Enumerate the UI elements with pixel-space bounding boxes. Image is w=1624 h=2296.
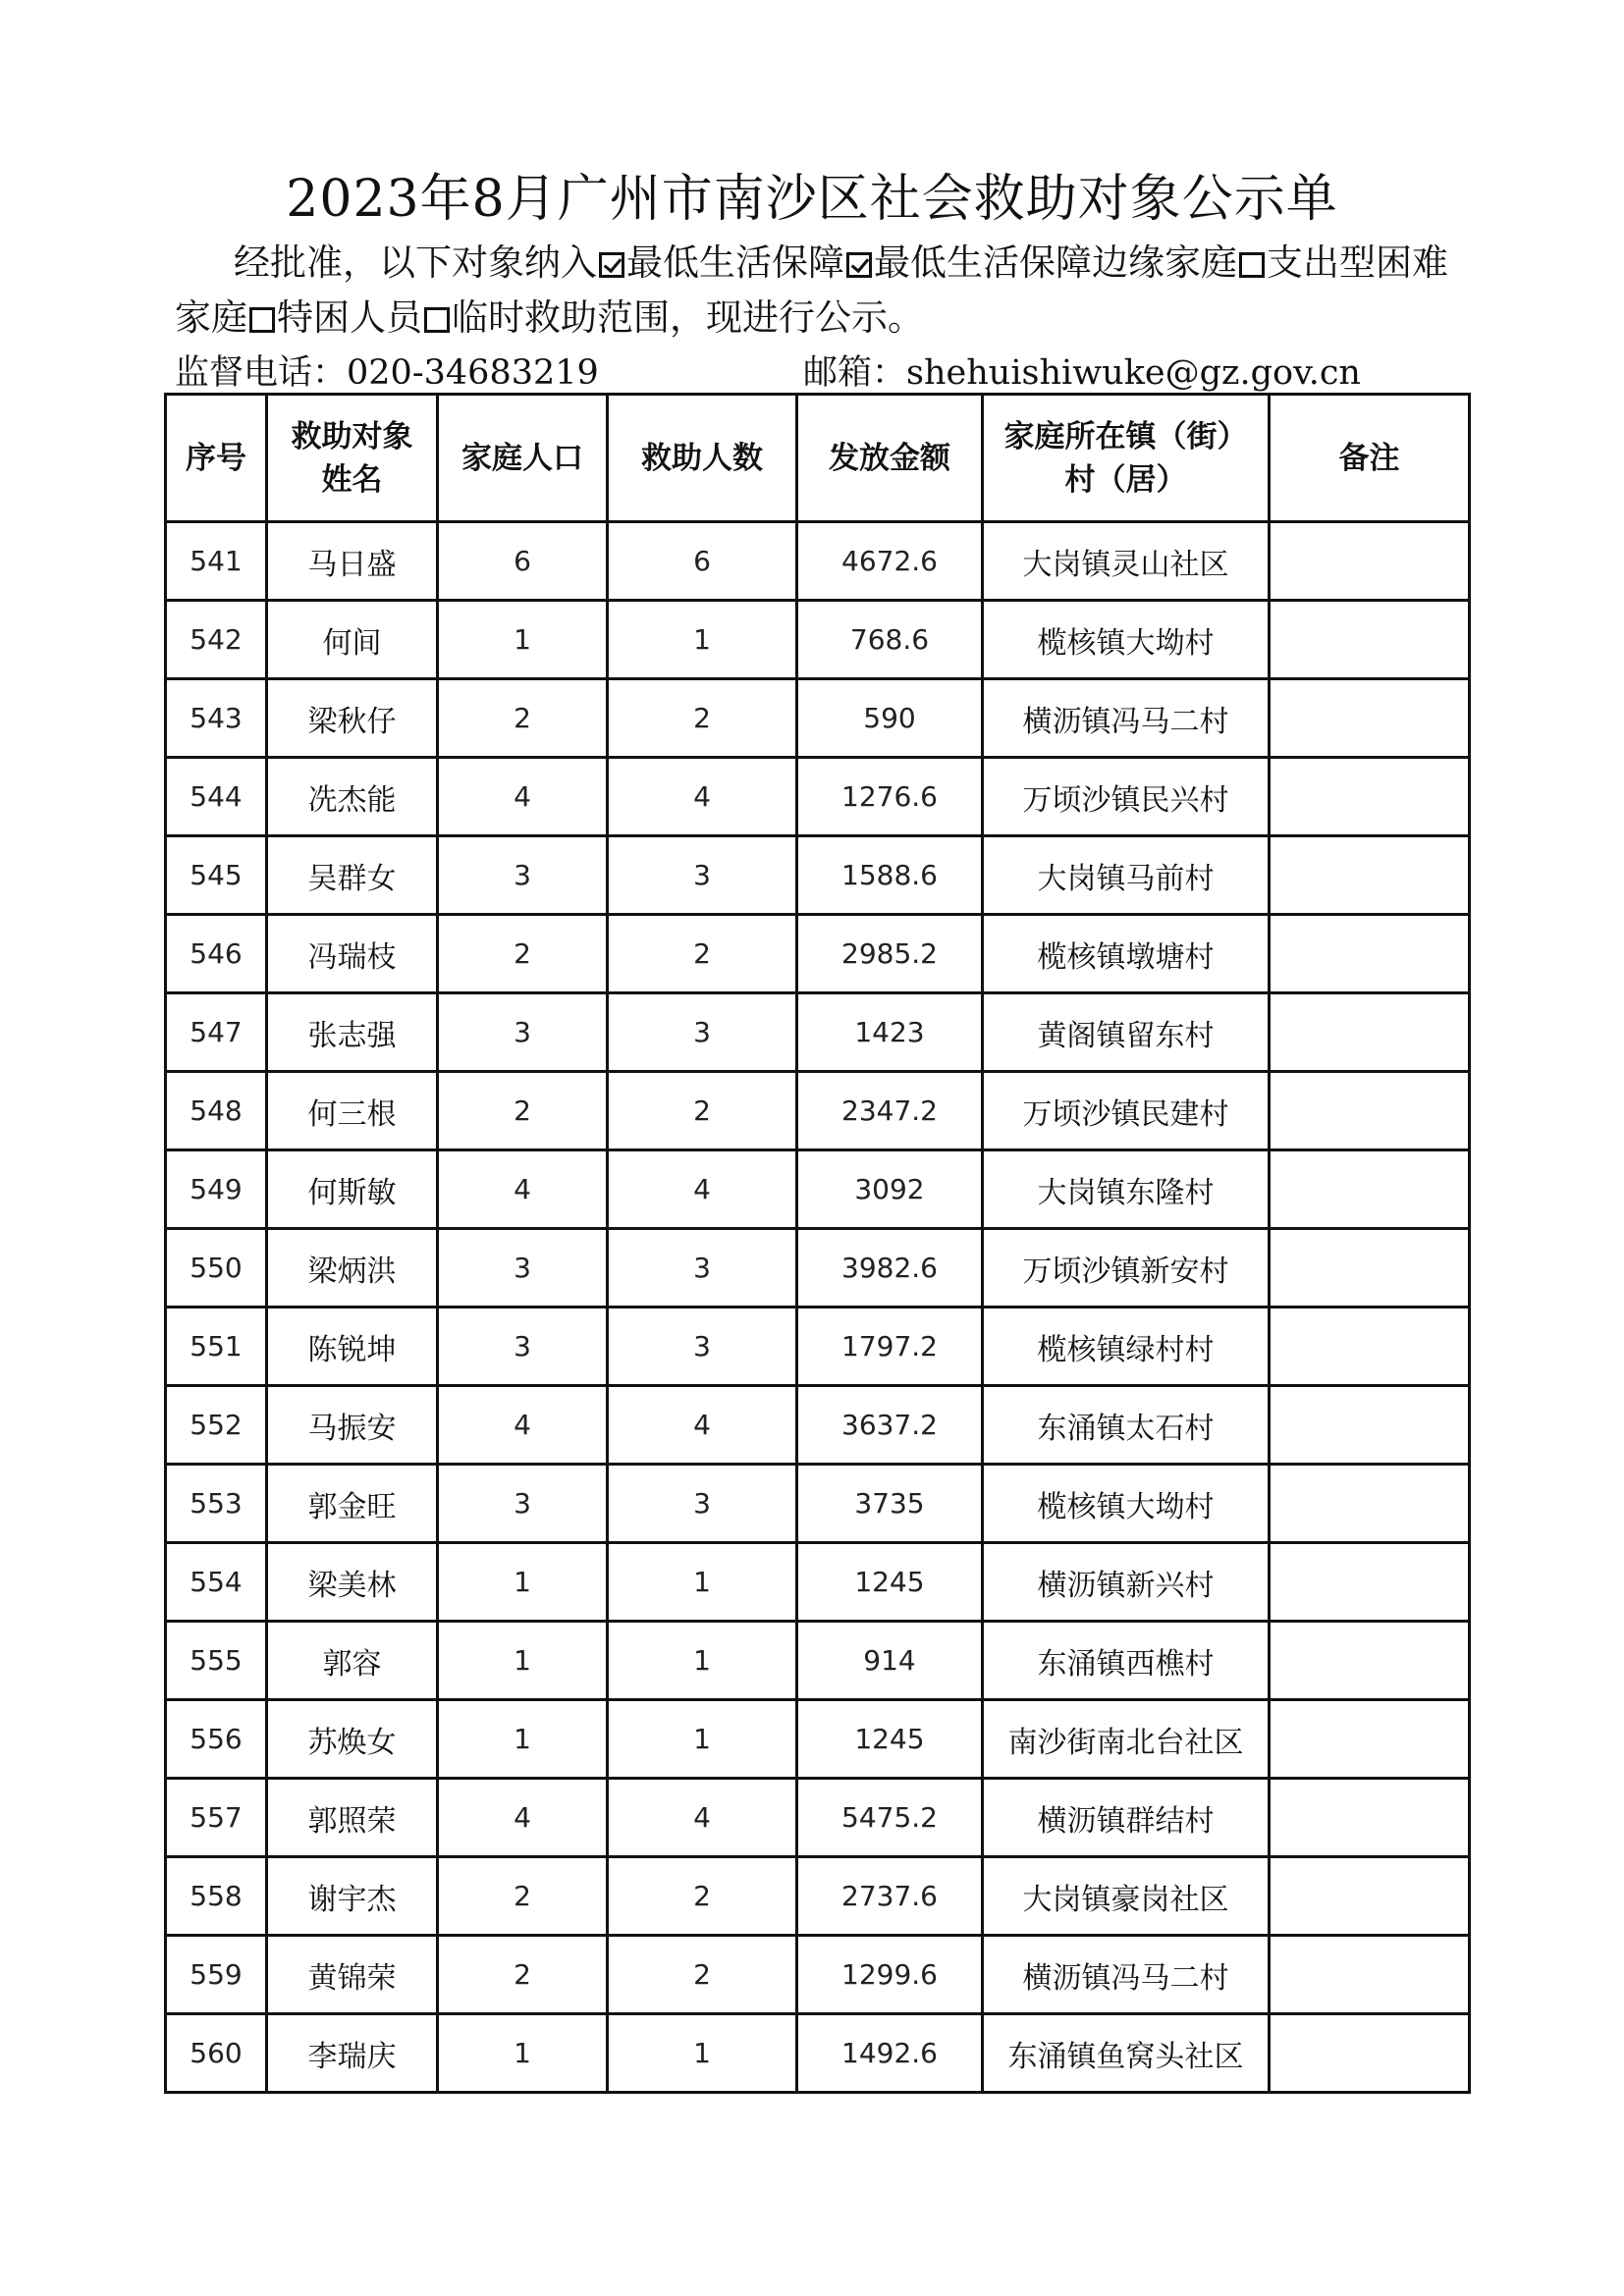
- cell-aid-count: 2: [608, 1072, 797, 1150]
- cell-location: 东涌镇西樵村: [983, 1622, 1270, 1700]
- cell-remarks: [1270, 1543, 1470, 1622]
- cell-name: 张志强: [267, 993, 438, 1072]
- cell-remarks: [1270, 1936, 1470, 2014]
- cell-amount: 1492.6: [797, 2014, 983, 2093]
- cell-name: 李瑞庆: [267, 2014, 438, 2093]
- cell-serial: 550: [166, 1229, 267, 1308]
- cell-name: 何三根: [267, 1072, 438, 1150]
- cell-remarks: [1270, 758, 1470, 836]
- col-header-amount: 发放金额: [797, 395, 983, 522]
- table-body: [166, 522, 1470, 2093]
- cell-aid-count: 1: [608, 601, 797, 679]
- cell-remarks: [1270, 1150, 1470, 1229]
- cell-amount: 4672.6: [797, 522, 983, 601]
- cell-name: 梁炳洪: [267, 1229, 438, 1308]
- cell-location: 万顷沙镇民建村: [983, 1072, 1270, 1150]
- cell-amount: 1276.6: [797, 758, 983, 836]
- cell-serial: 549: [166, 1150, 267, 1229]
- cell-remarks: [1270, 1308, 1470, 1386]
- table-row: [166, 993, 1470, 1072]
- contact-line: [175, 346, 1481, 395]
- cell-amount: 1423: [797, 993, 983, 1072]
- cell-remarks: [1270, 601, 1470, 679]
- cell-serial: 547: [166, 993, 267, 1072]
- cell-aid-count: 2: [608, 1936, 797, 2014]
- cell-location: 榄核镇大坳村: [983, 601, 1270, 679]
- cell-location: 大岗镇灵山社区: [983, 522, 1270, 601]
- intro-lead: 经批准，以下对象纳入: [234, 241, 597, 284]
- cell-serial: 545: [166, 836, 267, 915]
- cell-name: 冯瑞枝: [267, 915, 438, 993]
- cell-aid-count: 4: [608, 1386, 797, 1465]
- cell-location: 横沥镇冯马二村: [983, 679, 1270, 758]
- table-row: [166, 1308, 1470, 1386]
- cell-amount: 768.6: [797, 601, 983, 679]
- option-4: 临时救助: [422, 296, 597, 339]
- cell-serial: 553: [166, 1465, 267, 1543]
- cell-remarks: [1270, 993, 1470, 1072]
- table-row: [166, 1150, 1470, 1229]
- cell-location: 东涌镇太石村: [983, 1386, 1270, 1465]
- cell-household-size: 4: [438, 1150, 608, 1229]
- cell-household-size: 4: [438, 1779, 608, 1857]
- cell-household-size: 2: [438, 1936, 608, 2014]
- cell-household-size: 6: [438, 522, 608, 601]
- cell-household-size: 3: [438, 836, 608, 915]
- cell-amount: 1299.6: [797, 1936, 983, 2014]
- phone-label: 监督电话：: [175, 353, 348, 393]
- cell-aid-count: 3: [608, 1465, 797, 1543]
- cell-household-size: 2: [438, 915, 608, 993]
- cell-remarks: [1270, 1465, 1470, 1543]
- checkbox-unchecked-icon: [1239, 252, 1265, 278]
- table-row: [166, 1386, 1470, 1465]
- cell-location: 大岗镇东隆村: [983, 1150, 1270, 1229]
- cell-amount: 590: [797, 679, 983, 758]
- cell-location: 黄阁镇留东村: [983, 993, 1270, 1072]
- cell-remarks: [1270, 1229, 1470, 1308]
- cell-household-size: 3: [438, 1465, 608, 1543]
- email-address: shehuishiwuke@gz.gov.cn: [906, 353, 1361, 393]
- cell-serial: 557: [166, 1779, 267, 1857]
- cell-name: 冼杰能: [267, 758, 438, 836]
- cell-aid-count: 3: [608, 1229, 797, 1308]
- cell-household-size: 3: [438, 993, 608, 1072]
- cell-amount: 1245: [797, 1700, 983, 1779]
- cell-serial: 555: [166, 1622, 267, 1700]
- cell-location: 榄核镇绿村村: [983, 1308, 1270, 1386]
- cell-serial: 554: [166, 1543, 267, 1622]
- cell-name: 吴群女: [267, 836, 438, 915]
- cell-serial: 548: [166, 1072, 267, 1150]
- cell-amount: 3982.6: [797, 1229, 983, 1308]
- table-row: [166, 1622, 1470, 1700]
- cell-name: 黄锦荣: [267, 1936, 438, 2014]
- cell-amount: 2347.2: [797, 1072, 983, 1150]
- cell-household-size: 1: [438, 1543, 608, 1622]
- col-header-name: 救助对象 姓名: [267, 395, 438, 522]
- col-header-location: 家庭所在镇（街） 村（居）: [983, 395, 1270, 522]
- table-row: [166, 601, 1470, 679]
- table-row: [166, 522, 1470, 601]
- col-header-serial: 序号: [166, 395, 267, 522]
- cell-household-size: 2: [438, 1857, 608, 1936]
- cell-household-size: 1: [438, 601, 608, 679]
- cell-serial: 542: [166, 601, 267, 679]
- cell-name: 郭容: [267, 1622, 438, 1700]
- cell-aid-count: 1: [608, 1543, 797, 1622]
- cell-household-size: 1: [438, 2014, 608, 2093]
- table-row: [166, 1072, 1470, 1150]
- cell-amount: 3637.2: [797, 1386, 983, 1465]
- cell-name: 郭金旺: [267, 1465, 438, 1543]
- option-2: 支出型困难家庭: [175, 241, 1448, 339]
- cell-remarks: [1270, 2014, 1470, 2093]
- table-row: [166, 1936, 1470, 2014]
- cell-location: 大岗镇马前村: [983, 836, 1270, 915]
- cell-household-size: 1: [438, 1700, 608, 1779]
- cell-serial: 560: [166, 2014, 267, 2093]
- cell-serial: 543: [166, 679, 267, 758]
- col-header-household-size: 家庭人口: [438, 395, 608, 522]
- cell-household-size: 1: [438, 1622, 608, 1700]
- cell-aid-count: 1: [608, 1622, 797, 1700]
- cell-name: 何间: [267, 601, 438, 679]
- cell-aid-count: 2: [608, 679, 797, 758]
- table-row: [166, 758, 1470, 836]
- checkbox-unchecked-icon: [424, 307, 450, 333]
- cell-remarks: [1270, 836, 1470, 915]
- cell-location: 横沥镇新兴村: [983, 1543, 1270, 1622]
- cell-serial: 556: [166, 1700, 267, 1779]
- cell-name: 谢宇杰: [267, 1857, 438, 1936]
- cell-location: 榄核镇大坳村: [983, 1465, 1270, 1543]
- cell-amount: 5475.2: [797, 1779, 983, 1857]
- cell-remarks: [1270, 1386, 1470, 1465]
- table-row: [166, 1229, 1470, 1308]
- cell-remarks: [1270, 1072, 1470, 1150]
- cell-amount: 1797.2: [797, 1308, 983, 1386]
- cell-remarks: [1270, 1857, 1470, 1936]
- cell-name: 陈锐坤: [267, 1308, 438, 1386]
- cell-aid-count: 3: [608, 1308, 797, 1386]
- table-row: [166, 1465, 1470, 1543]
- table-header-row: [166, 395, 1470, 522]
- checkbox-checked-icon: [846, 252, 872, 278]
- cell-serial: 551: [166, 1308, 267, 1386]
- option-0: 最低生活保障: [597, 241, 844, 284]
- phone-number: 020-34683219: [347, 353, 599, 393]
- cell-household-size: 3: [438, 1229, 608, 1308]
- cell-name: 何斯敏: [267, 1150, 438, 1229]
- cell-remarks: [1270, 679, 1470, 758]
- cell-name: 梁秋仔: [267, 679, 438, 758]
- cell-serial: 541: [166, 522, 267, 601]
- cell-remarks: [1270, 522, 1470, 601]
- table-row: [166, 1700, 1470, 1779]
- cell-aid-count: 2: [608, 915, 797, 993]
- page-title: 2023年8月广州市南沙区社会救助对象公示单: [286, 170, 1338, 229]
- cell-aid-count: 4: [608, 1150, 797, 1229]
- cell-aid-count: 3: [608, 836, 797, 915]
- cell-location: 万顷沙镇民兴村: [983, 758, 1270, 836]
- email-block: [803, 346, 1361, 395]
- cell-location: 东涌镇鱼窝头社区: [983, 2014, 1270, 2093]
- table-row: [166, 679, 1470, 758]
- intro-tail: 范围，现进行公示。: [597, 296, 924, 339]
- option-3: 特困人员: [247, 296, 422, 339]
- cell-aid-count: 3: [608, 993, 797, 1072]
- cell-aid-count: 1: [608, 1700, 797, 1779]
- table-row: [166, 2014, 1470, 2093]
- cell-location: 榄核镇墩塘村: [983, 915, 1270, 993]
- cell-name: 马日盛: [267, 522, 438, 601]
- cell-location: 横沥镇冯马二村: [983, 1936, 1270, 2014]
- cell-remarks: [1270, 915, 1470, 993]
- cell-name: 梁美林: [267, 1543, 438, 1622]
- table-row: [166, 836, 1470, 915]
- cell-aid-count: 6: [608, 522, 797, 601]
- cell-amount: 914: [797, 1622, 983, 1700]
- cell-aid-count: 4: [608, 758, 797, 836]
- checkbox-checked-icon: [599, 252, 624, 278]
- cell-location: 南沙街南北台社区: [983, 1700, 1270, 1779]
- email-label: 邮箱：: [803, 353, 907, 393]
- cell-serial: 559: [166, 1936, 267, 2014]
- cell-amount: 3735: [797, 1465, 983, 1543]
- cell-remarks: [1270, 1779, 1470, 1857]
- cell-serial: 546: [166, 915, 267, 993]
- checkbox-unchecked-icon: [249, 307, 275, 333]
- table-row: [166, 1543, 1470, 1622]
- cell-location: 横沥镇群结村: [983, 1779, 1270, 1857]
- table-row: [166, 1857, 1470, 1936]
- cell-aid-count: 1: [608, 2014, 797, 2093]
- cell-location: 万顷沙镇新安村: [983, 1229, 1270, 1308]
- cell-household-size: 4: [438, 758, 608, 836]
- cell-amount: 1588.6: [797, 836, 983, 915]
- cell-amount: 2985.2: [797, 915, 983, 993]
- cell-amount: 3092: [797, 1150, 983, 1229]
- cell-household-size: 2: [438, 1072, 608, 1150]
- cell-household-size: 3: [438, 1308, 608, 1386]
- cell-serial: 544: [166, 758, 267, 836]
- cell-household-size: 4: [438, 1386, 608, 1465]
- table-row: [166, 1779, 1470, 1857]
- cell-household-size: 2: [438, 679, 608, 758]
- cell-aid-count: 4: [608, 1779, 797, 1857]
- col-header-aid-count: 救助人数: [608, 395, 797, 522]
- cell-serial: 552: [166, 1386, 267, 1465]
- cell-location: 大岗镇豪岗社区: [983, 1857, 1270, 1936]
- cell-serial: 558: [166, 1857, 267, 1936]
- cell-name: 马振安: [267, 1386, 438, 1465]
- option-1: 最低生活保障边缘家庭: [844, 241, 1237, 284]
- table-row: [166, 915, 1470, 993]
- cell-amount: 1245: [797, 1543, 983, 1622]
- cell-remarks: [1270, 1622, 1470, 1700]
- cell-amount: 2737.6: [797, 1857, 983, 1936]
- cell-aid-count: 2: [608, 1857, 797, 1936]
- cell-remarks: [1270, 1700, 1470, 1779]
- cell-name: 苏焕女: [267, 1700, 438, 1779]
- intro-paragraph: [175, 236, 1481, 346]
- assistance-table: [164, 393, 1471, 2094]
- col-header-remarks: 备注: [1270, 395, 1470, 522]
- cell-name: 郭照荣: [267, 1779, 438, 1857]
